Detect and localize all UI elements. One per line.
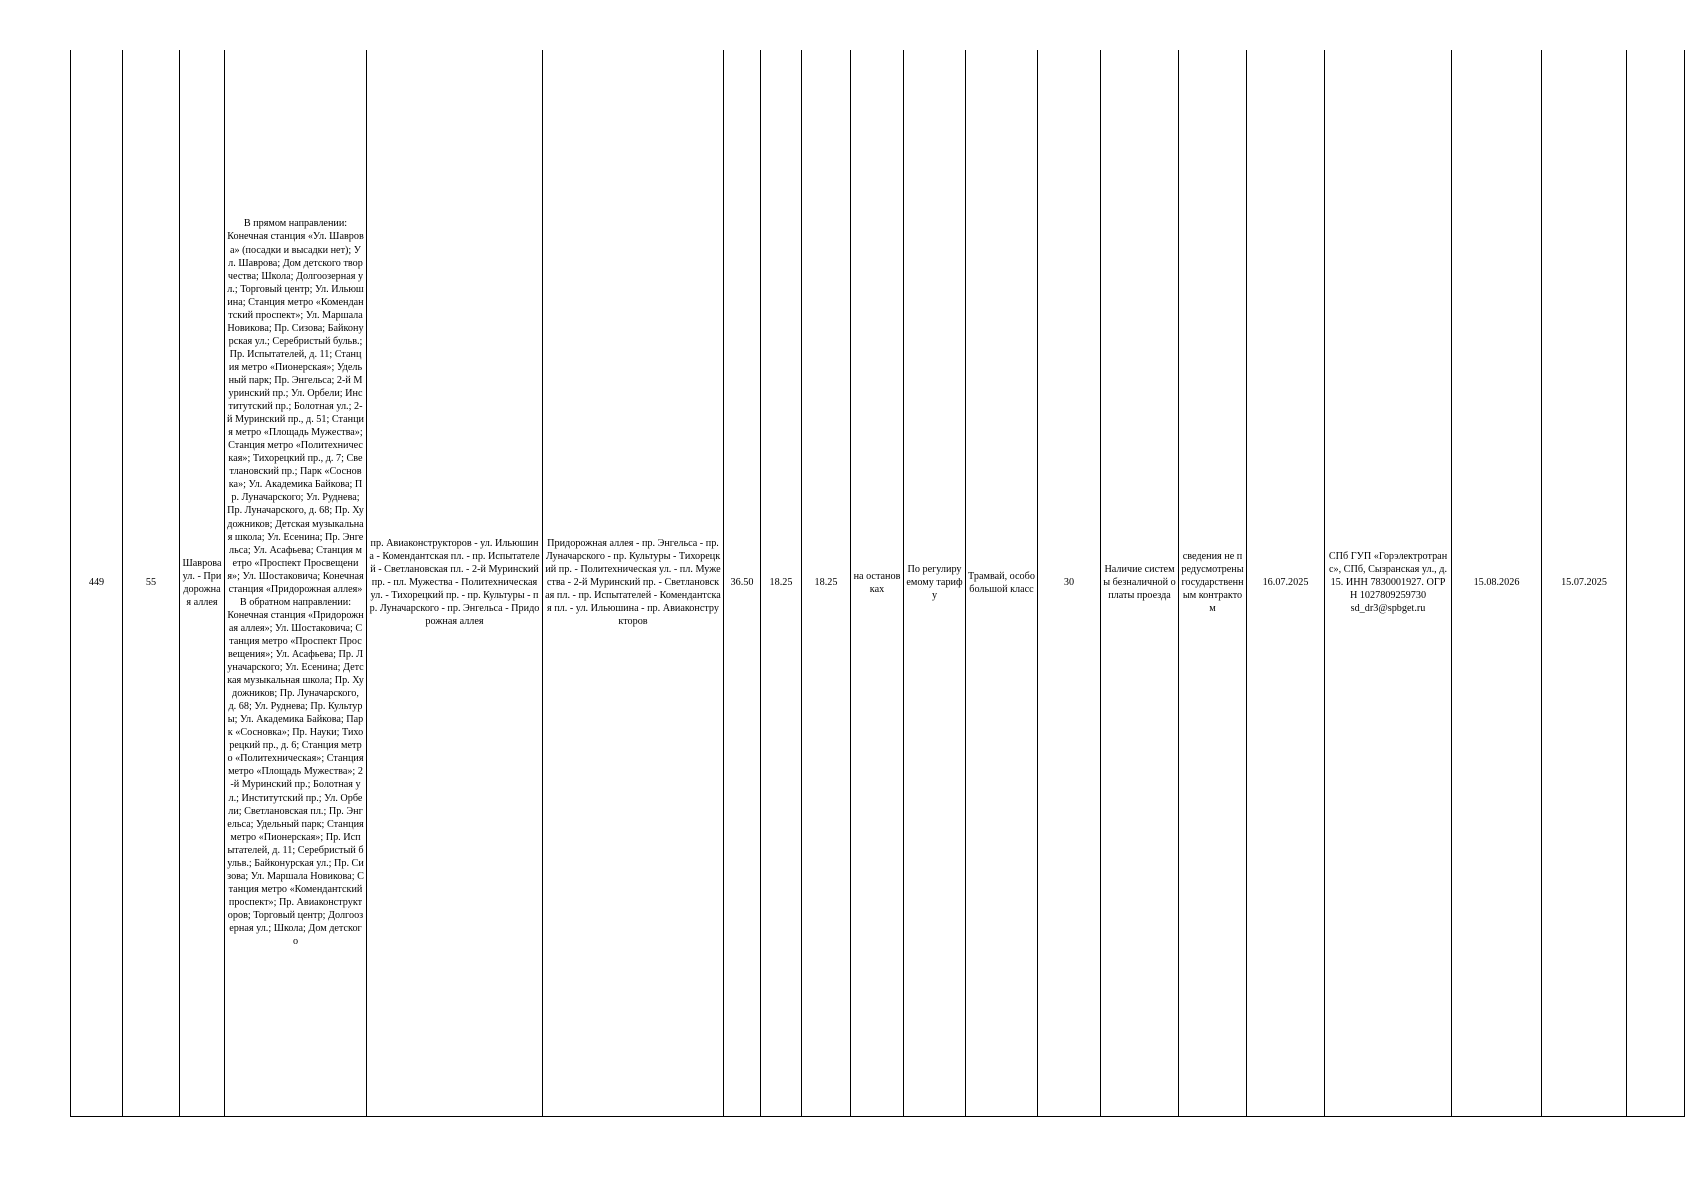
- reg-number-cell: 449: [71, 50, 123, 1116]
- stops-backward-list: Конечная станция «Придорожная аллея»; Ул. Шостаковича; Станция метро «Проспект Просвещения»; Ул. Асафьева; Пр. Луначарского; Ул. Есенина; Детская музыкальная школа; Пр. Художников; Пр. Луначарского, д. 68; Ул. Руднева; Пр. Культуры; Ул. Академика Байкова; Парк «Сосновка»; Пр. Науки; Тихорецкий пр., д. 6; Станция метро «Политехническая»; Станция метро «Площадь Мужества»; 2-й Муринский пр.; Болотная ул.; Институтский пр.; Ул. Орбели; Светлановская пл.; Пр. Энгельса; Удельный парк; Станция метро «Пионерская»; Пр. Испытателей, д. 11; Серебристый бульв.; Байконурская ул.; Пр. Сизова; Ул. Маршала Новикова; Станция метро «Комендантский проспект»; Пр. Авиаконструкторов; Торговый центр; Долгоозерная ул.; Школа; Дом детского: [227, 609, 364, 948]
- carrier-ogrn: ОГРН 1027809259730: [1349, 577, 1446, 602]
- length-backward-cell: 18.25: [802, 50, 851, 1116]
- carrier-inn: ИНН 7830001927.: [1345, 577, 1424, 589]
- route-registry-table: [70, 50, 1685, 1117]
- vehicle-features-cell: Наличие системы безналичной оплаты проезда: [1101, 50, 1179, 1116]
- carrier-cell: [1325, 50, 1452, 1116]
- carrier-email: sd_dr3@spbget.ru: [1350, 603, 1426, 615]
- extra-cell: [1627, 50, 1685, 1116]
- stops-backward-title: В обратном направлении:: [239, 596, 352, 608]
- carrier-name: СПб ГУП «Горэлектротранс», СПб, Сызранская ул., д. 15.: [1328, 551, 1448, 589]
- date-2-cell: 15.08.2026: [1452, 50, 1542, 1116]
- contract-info-cell: сведения не предусмотрены государственным контрактом: [1179, 50, 1247, 1116]
- length-forward-cell: 18.25: [761, 50, 802, 1116]
- stops-forward-list: Конечная станция «Ул. Шаврова» (посадки и высадки нет); Ул. Шаврова; Дом детского творчества; Школа; Долгоозерная ул.; Торговый центр; Ул. Ильюшина; Станция метро «Комендантский проспект»; Ул. Маршала Новикова; Пр. Сизова; Байконурская ул.; Серебристый бульв.; Пр. Испытателей, д. 11; Станция метро «Пионерская»; Удельный парк; Пр. Энгельса; 2-й Муринский пр.; Ул. Орбели; Институтский пр.; Болотная ул.; 2-й Муринский пр., д. 51; Станция метро «Площадь Мужества»; Станция метро «Политехническая»; Тихорецкий пр., д. 7; Светлановский пр.; Парк «Сосновка»; Ул. Академика Байкова; Пр. Луначарского; Ул. Руднева; Пр. Луначарского, д. 68; Пр. Художников; Детская музыкальная школа; Ул. Есенина; Пр. Энгельса; Ул. Асафьева; Станция метро «Проспект Просвещения»; Ул. Шостаковича; Конечная станция «Придорожная аллея»: [227, 231, 364, 595]
- route-name-cell: Шаврова ул. - Придорожная аллея: [180, 50, 225, 1116]
- stops-cell: [225, 50, 367, 1116]
- start-date-cell: 16.07.2025: [1247, 50, 1325, 1116]
- streets-forward-cell: пр. Авиаконструкторов - ул. Ильюшина - Комендантская пл. - пр. Испытателей - Светлановская пл. - 2-й Муринский пр. - пл. Мужества - Политехническая ул. - Тихорецкий пр. - пр. Культуры - пр. Луначарского - пр. Энгельса - Придорожная аллея: [367, 50, 543, 1116]
- table-row: [71, 50, 1685, 1116]
- date-3-cell: 15.07.2025: [1542, 50, 1627, 1116]
- vehicle-count-cell: 30: [1038, 50, 1101, 1116]
- route-number-cell: 55: [123, 50, 180, 1116]
- stops-forward-title: В прямом направлении:: [243, 218, 348, 230]
- tariff-type-cell: По регулируемому тарифу: [904, 50, 966, 1116]
- stop-order-cell: на остановках: [851, 50, 904, 1116]
- streets-backward-cell: Придорожная аллея - пр. Энгельса - пр. Луначарского - пр. Культуры - Тихорецкий пр. - Политехническая ул. - пл. Мужества - 2-й Муринский пр. - Светлановская пл. - пр. Испытателей - Комендантская пл. - ул. Ильюшина - пр. Авиаконструкторов: [543, 50, 724, 1116]
- vehicles-cell: Трамвай, особо большой класс: [966, 50, 1038, 1116]
- length-total-cell: 36.50: [724, 50, 761, 1116]
